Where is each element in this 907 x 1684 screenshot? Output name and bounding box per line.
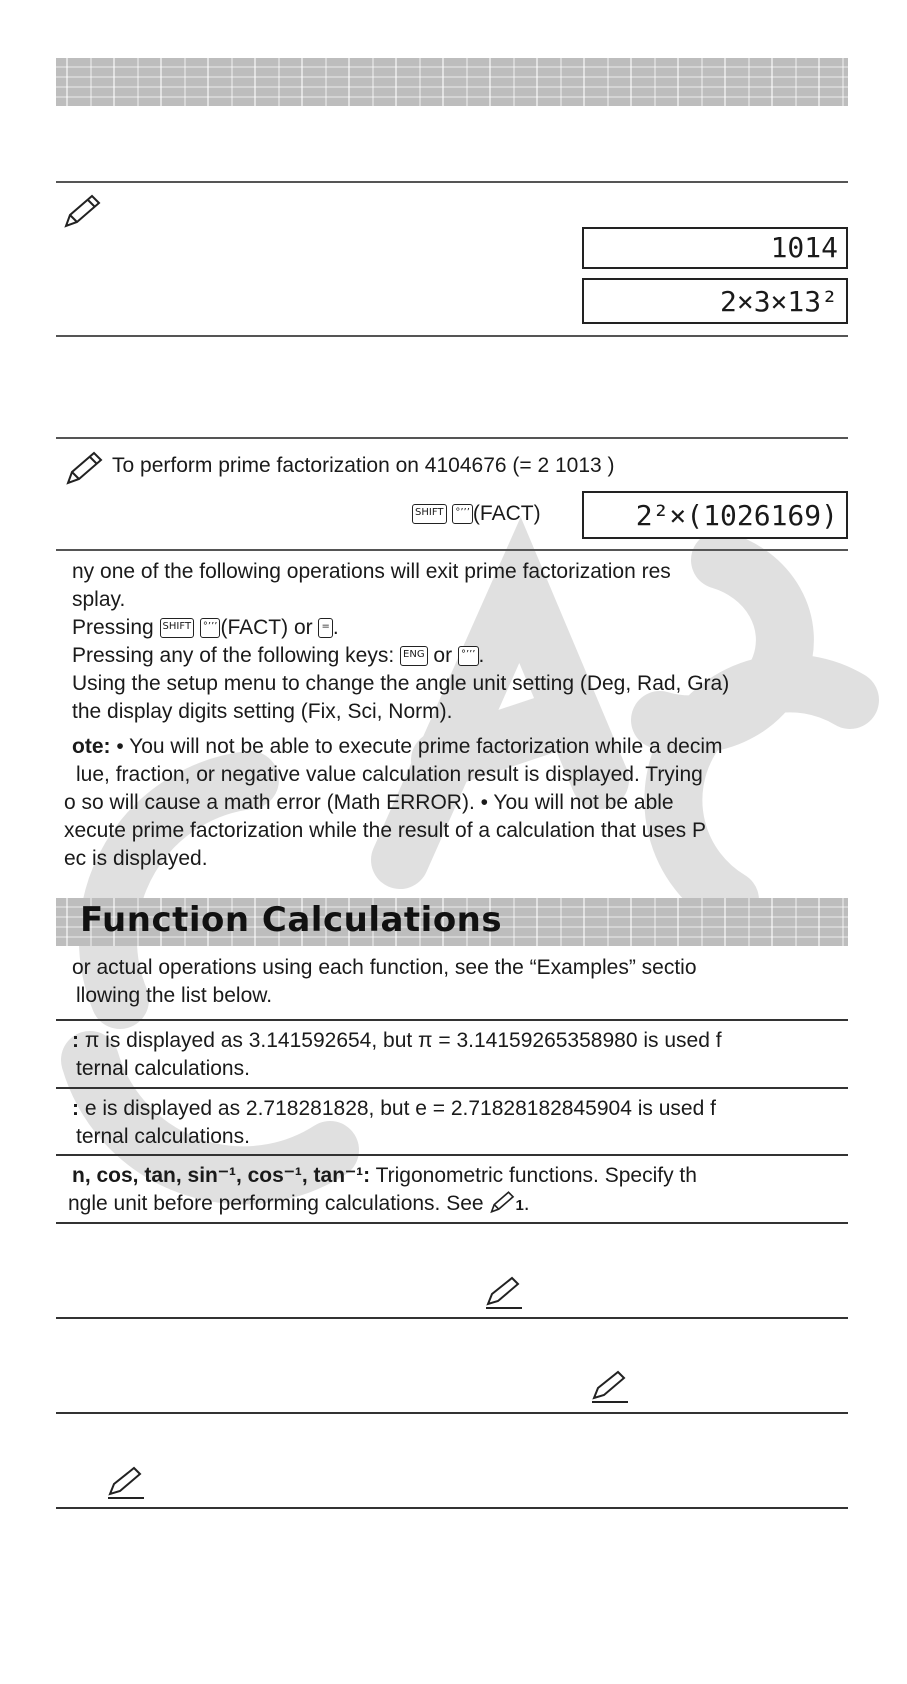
note-line: ote: • You will not be able to execute prime factorization while a decim <box>72 735 723 758</box>
entry-pi: : π is displayed as 3.141592654, but π = 3.14159265358980 is used f <box>72 1029 722 1052</box>
paragraph-line: ny one of the following operations will exit prime factorization res <box>72 560 671 583</box>
result-display-2: 2×3×13² <box>582 278 848 324</box>
bullet-3: Using the setup menu to change the angle unit setting (Deg, Rad, Gra) <box>72 672 730 695</box>
entry-trig-line: ngle unit before performing calculations. See 1. <box>68 1192 530 1215</box>
divider <box>56 181 848 183</box>
fact-key: °’’’ <box>200 618 221 638</box>
section-header-band <box>56 58 848 106</box>
divider <box>56 1222 848 1224</box>
intro-line: llowing the list below. <box>76 984 273 1007</box>
intro-line: or actual operations using each function, see the “Examples” sectio <box>72 956 697 979</box>
divider <box>56 1154 848 1156</box>
fact-label: (FACT) <box>472 502 541 525</box>
divider <box>56 1317 848 1319</box>
entry-trig: n, cos, tan, sin⁻¹, cos⁻¹, tan⁻¹: Trigonometric functions. Specify th <box>72 1164 697 1187</box>
pencil-icon <box>64 450 104 486</box>
example-text: To perform prime factorization on 4104676 (= 2 1013 ) <box>112 454 615 477</box>
entry-e: : e is displayed as 2.718281828, but e = 2.71828182845904 is used f <box>72 1097 716 1120</box>
reference-number: 1 <box>515 1197 524 1214</box>
divider <box>56 1087 848 1089</box>
fact-key: °’’’ <box>452 504 473 524</box>
bullet-3: the display digits setting (Fix, Sci, Norm). <box>72 700 453 723</box>
section-title: Function Calculations <box>80 900 503 940</box>
pencil-icon <box>62 193 102 229</box>
divider <box>56 1507 848 1509</box>
fact-result-display: 2²×(1026169) <box>582 491 848 539</box>
note-label: ote: <box>72 735 111 758</box>
divider <box>56 1412 848 1414</box>
divider <box>56 1019 848 1021</box>
shift-key: SHIFT <box>412 504 447 524</box>
note-line: xecute prime factorization while the result of a calculation that uses P <box>64 819 706 842</box>
note-line: o so will cause a math error (Math ERROR). • You will not be able <box>64 791 674 814</box>
key-sequence <box>412 500 541 528</box>
divider <box>56 437 848 439</box>
eng-key: ENG <box>400 646 428 666</box>
shift-key: SHIFT <box>160 618 195 638</box>
entry-e-line: ternal calculations. <box>76 1125 250 1148</box>
equals-key: = <box>318 618 332 638</box>
bullet-1: Pressing SHIFT °’’’ (FACT) or = . <box>72 616 339 639</box>
divider <box>56 549 848 551</box>
pencil-icon <box>484 1276 524 1310</box>
entry-pi-line: ternal calculations. <box>76 1057 250 1080</box>
fact-key: °’’’ <box>458 646 479 666</box>
bullet-2: Pressing any of the following keys: ENG or °’’’ . <box>72 644 485 667</box>
divider <box>56 335 848 337</box>
result-display-1: 1014 <box>582 227 848 269</box>
pencil-icon <box>106 1466 146 1500</box>
pencil-icon <box>590 1370 630 1404</box>
note-line: ec is displayed. <box>64 847 208 870</box>
paragraph-line: splay. <box>72 588 126 611</box>
pencil-icon <box>489 1190 515 1214</box>
note-line: lue, fraction, or negative value calculation result is displayed. Trying <box>76 763 703 786</box>
